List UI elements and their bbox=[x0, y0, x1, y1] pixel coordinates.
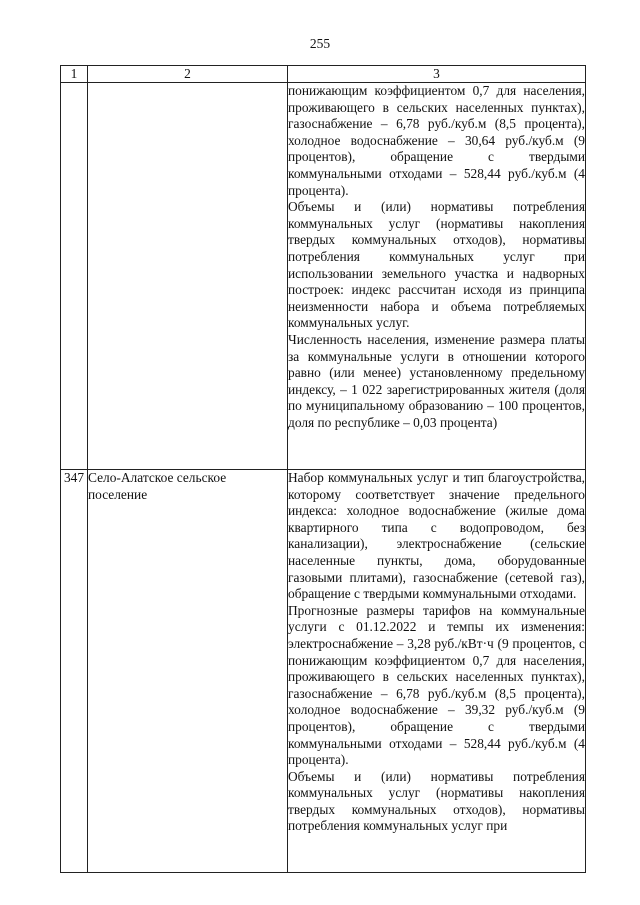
description-paragraph: Объемы и (или) нормативы потребления коммунальных услуг (нормативы накопления твердых коммунальных отходов), нормативы потребления коммунальных услуг при использовании земельного участка и надворных построек: индекс рассчитан исходя из принципа неизменности набора и объема потребляемых коммунальных услуг. bbox=[288, 199, 585, 331]
description-cell bbox=[288, 470, 586, 873]
column-header-1: 1 bbox=[61, 66, 88, 83]
indices-table bbox=[60, 65, 586, 873]
settlement-name-cell bbox=[88, 83, 288, 470]
description-paragraph: Численность населения, изменение размера платы за коммунальные услуги в отношении которого равно (или менее) установленному предельному индексу, – 1 022 зарегистрированных жителя (доля по муниципальному образованию – 100 процентов, доля по республике – 0,03 процента) bbox=[288, 331, 585, 430]
description-paragraph: понижающим коэффициентом 0,7 для населения, проживающего в сельских населенных пунктах), газоснабжение – 6,78 руб./куб.м (8,5 процента), холодное водоснабжение – 30,64 руб./куб.м (9 процентов), обращение с твердыми коммунальными отходами – 528,44 руб./куб.м (4 процента). bbox=[288, 83, 585, 198]
description-paragraph: Набор коммунальных услуг и тип благоустройства, которому соответствует значение предельного индекса: холодное водоснабжение (жилые дома квартирного типа с водопроводом, без канализации), электроснабжение (сельские населенные пункты, дома, оборудованные газовыми плитами), газоснабжение (сетевой газ), обращение с твердыми коммунальными отходами. bbox=[288, 470, 585, 602]
settlement-name-cell: Село-Алатское сельское поселение bbox=[88, 470, 288, 873]
column-header-3: 3 bbox=[288, 66, 586, 83]
row-number-cell bbox=[61, 83, 88, 470]
page-number: 255 bbox=[309, 36, 331, 51]
description-cell bbox=[288, 83, 586, 470]
description-paragraph: Прогнозные размеры тарифов на коммунальные услуги с 01.12.2022 и темпы их изменения: электроснабжение – 3,28 руб./кВт·ч (9 процентов, с понижающим коэффициентом 0,7 для населения, проживающего в сельских населенных пунктах), газоснабжение – 6,78 руб./куб.м (8,5 процента), холодное водоснабжение – 39,32 руб./куб.м (9 процентов), обращение с твердыми коммунальными отходами – 528,44 руб./куб.м (4 процента). bbox=[288, 602, 585, 768]
description-paragraph: Объемы и (или) нормативы потребления коммунальных услуг (нормативы накопления твердых коммунальных отходов), нормативы потребления коммунальных услуг при bbox=[288, 768, 585, 834]
table-row-347 bbox=[61, 470, 586, 873]
table-row-continuation bbox=[61, 83, 586, 470]
column-header-2: 2 bbox=[88, 66, 288, 83]
row-number-cell: 347 bbox=[61, 470, 88, 873]
table-header-row bbox=[61, 66, 586, 83]
